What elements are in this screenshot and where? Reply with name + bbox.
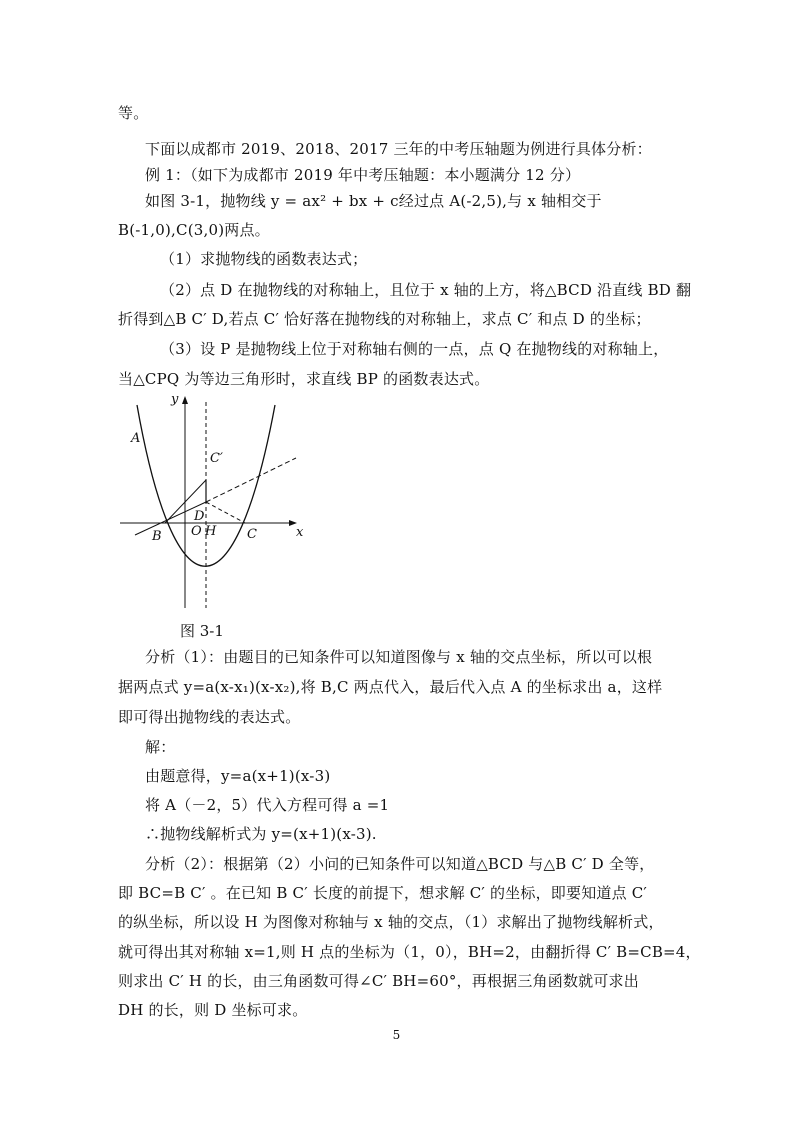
text-line-22: 则求出 C′ H 的长，由三角函数可得∠C′ BH=60°，再根据三角函数就可求出 — [118, 972, 639, 990]
label-C: C — [247, 527, 257, 542]
text-line-20: 的纵坐标，所以设 H 为图像对称轴与 x 轴的交点，（1）求解出了抛物线解析式， — [118, 913, 664, 931]
text-line-15: 由题意得，y=a(x+1)(x-3) — [145, 767, 331, 785]
label-A: A — [131, 431, 141, 446]
figure-3-1 — [115, 390, 315, 615]
label-y: y — [171, 392, 179, 407]
text-line-2: 下面以成都市 2019、2018、2017 三年的中考压轴题为例进行具体分析： — [145, 140, 652, 158]
text-line-4: 如图 3-1，抛物线 y = ax² + bx + c经过点 A(-2,5),与 x 轴相交于 — [145, 192, 602, 210]
text-line-8: 折得到△B C′ D,若点 C′ 恰好落在抛物线的对称轴上，求点 C′ 和点 D 的坐标； — [118, 310, 651, 328]
text-line-1: 等。 — [118, 104, 149, 122]
text-line-13: 即可得出抛物线的表达式。 — [118, 708, 301, 726]
label-x: x — [296, 525, 304, 540]
text-line-12: 据两点式 y=a(x-x₁)(x-x₂),将 B,C 两点代入，最后代入点 A 的坐标求出 a，这样 — [118, 678, 663, 696]
text-line-16: 将 A（－2，5）代入方程可得 a =1 — [145, 796, 390, 814]
label-H: H — [205, 524, 217, 539]
label-B: B — [152, 529, 162, 544]
line-DC — [206, 502, 245, 523]
text-line-17: ∴抛物线解析式为 y=(x+1)(x-3). — [145, 825, 377, 843]
text-line-23: DH 的长，则 D 坐标可求。 — [118, 1001, 308, 1019]
text-line-9: （3）设 P 是抛物线上位于对称轴右侧的一点，点 Q 在抛物线的对称轴上， — [160, 340, 669, 358]
text-line-7: （2）点 D 在抛物线的对称轴上，且位于 x 轴的上方，将△BCD 沿直线 BD 翻 — [160, 281, 692, 299]
text-line-3: 例 1：（如下为成都市 2019 年中考压轴题：本小题满分 12 分） — [145, 166, 581, 184]
text-line-18: 分析（2）：根据第（2）小问的已知条件可以知道△BCD 与△B C′ D 全等， — [145, 855, 655, 873]
figure-caption: 图 3-1 — [180, 622, 224, 640]
text-line-21: 就可得出其对称轴 x=1,则 H 点的坐标为（1，0），BH=2，由翻折得 C′ B=CB=4， — [118, 943, 701, 961]
label-O: O — [191, 524, 202, 539]
label-C-prime: C′ — [210, 451, 223, 466]
y-axis-arrow — [182, 396, 188, 404]
text-line-14: 解： — [145, 738, 176, 756]
label-D: D — [194, 509, 205, 524]
text-line-5: B(-1,0),C(3,0)两点。 — [118, 221, 270, 239]
text-line-10: 当△CPQ 为等边三角形时，求直线 BP 的函数表达式。 — [118, 370, 490, 388]
text-line-11: 分析（1）：由题目的已知条件可以知道图像与 x 轴的交点坐标，所以可以根 — [145, 648, 653, 666]
text-line-19: 即 BC=B C′ 。在已知 B C′ 长度的前提下，想求解 C′ 的坐标，即要知道点 C′ — [118, 884, 648, 902]
page-number: 5 — [392, 1028, 401, 1042]
text-line-6: （1）求抛物线的函数表达式； — [160, 250, 368, 268]
